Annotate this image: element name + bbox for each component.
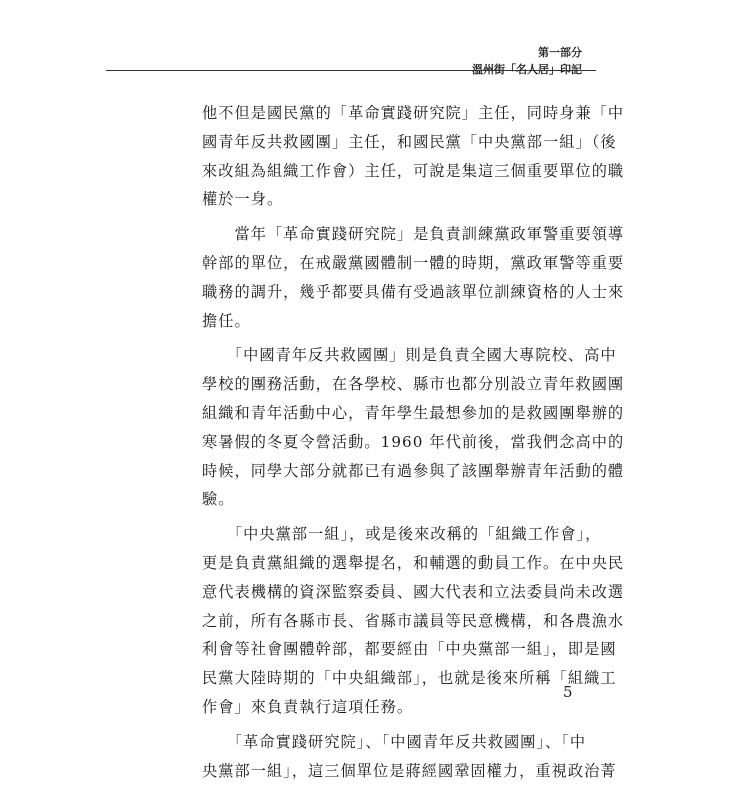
text-line: 來改組為組織工作會）主任，可說是集這三個重要單位的職 bbox=[202, 161, 625, 180]
text-line: 組織和青年活動中心，青年學生最想參加的是救國團舉辦的 bbox=[202, 403, 625, 422]
text-line: 幹部的單位，在戒嚴黨國體制一體的時期，黨政軍警等重要 bbox=[202, 253, 625, 272]
body-text bbox=[202, 99, 625, 785]
paragraph-3 bbox=[202, 341, 625, 514]
text-line: 職務的調升，幾乎都要具備有受過該單位訓練資格的人士來 bbox=[202, 282, 625, 301]
running-head-part: 第一部分 bbox=[538, 46, 582, 59]
text-line: 他不但是國民黨的「革命實踐研究院」主任，同時身兼「中 bbox=[202, 104, 625, 122]
text-line: 時候，同學大部分就都已有過參與了該團舉辦青年活動的體 bbox=[202, 461, 625, 480]
header-rule bbox=[106, 70, 596, 71]
running-head bbox=[472, 44, 582, 78]
text-line: 央黨部一組」，這三個單位是蔣經國鞏固權力，重視政治菁 bbox=[202, 761, 617, 780]
text-line: 寒暑假的冬夏令營活動。1960 年代前後，當我們念高中的 bbox=[202, 432, 625, 451]
running-head-section: 溫州街「名人居」印記 bbox=[472, 63, 582, 76]
text-line: 學校的團務活動，在各學校、縣市也都分別設立青年救國團 bbox=[202, 375, 625, 394]
text-line: 「中央黨部一組」，或是後來改稱的「組織工作會」， bbox=[202, 525, 602, 544]
page-number: 5 bbox=[563, 683, 573, 701]
paragraph-4 bbox=[202, 520, 625, 722]
paragraph-2 bbox=[202, 220, 625, 335]
text-line: 作會」來負責執行這項任務。 bbox=[202, 697, 414, 716]
text-line: 擔任。 bbox=[202, 311, 251, 330]
paragraph-5 bbox=[202, 728, 617, 785]
text-line: 利會等社會團體幹部，都要經由「中央黨部一組」，即是國 bbox=[202, 640, 617, 659]
text-line: 「中國青年反共救國團」則是負責全國大專院校、高中 bbox=[202, 346, 617, 365]
text-line: 國青年反共救國團」主任，和國民黨「中央黨部一組」（後 bbox=[202, 132, 617, 151]
text-line: 意代表機構的資深監察委員、國大代表和立法委員尚未改選 bbox=[202, 582, 625, 601]
text-line: 驗。 bbox=[202, 490, 235, 509]
paragraph-1 bbox=[202, 99, 625, 214]
text-line: 權於一身。 bbox=[202, 190, 284, 209]
text-line: 更是負責黨組織的選舉提名，和輔選的動員工作。在中央民 bbox=[202, 553, 625, 572]
text-line: 當年「革命實踐研究院」是負責訓練黨政軍警重要領導 bbox=[202, 225, 625, 244]
text-line: 之前，所有各縣市長、省縣市議員等民意機構，和各農漁水 bbox=[202, 611, 625, 630]
text-line: 民黨大陸時期的「中央組織部」，也就是後來所稱「組織工 bbox=[202, 669, 617, 688]
text-line: 「革命實踐研究院」、「中國青年反共救國團」、「中 bbox=[202, 732, 587, 751]
